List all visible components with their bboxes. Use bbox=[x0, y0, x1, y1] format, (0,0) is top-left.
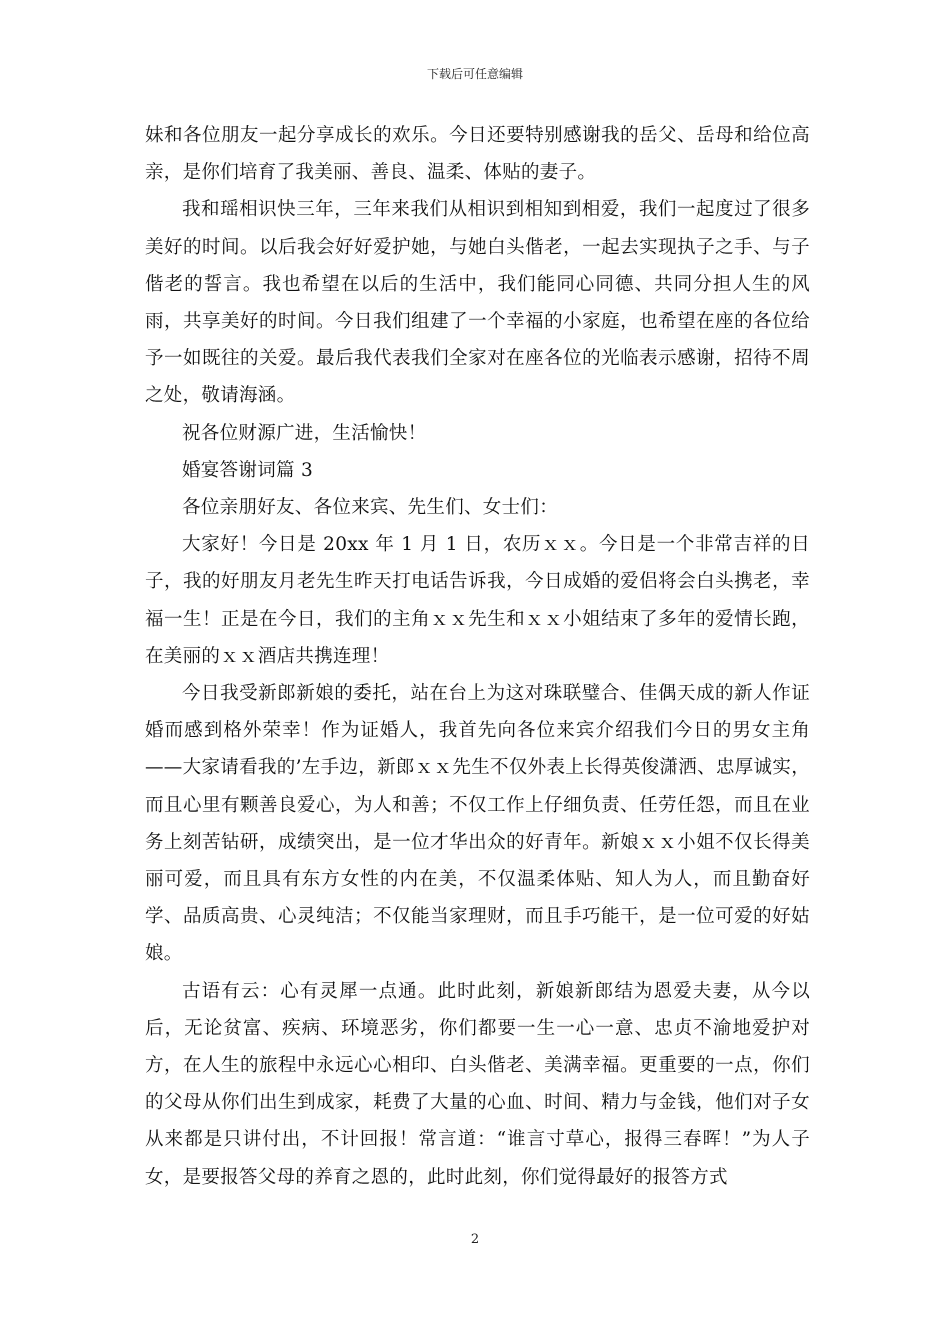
paragraph-continued: 妹和各位朋友一起分享成长的欢乐。今日还要特别感谢我的岳父、岳母和给位高亲，是你们培育了我美丽、善良、温柔、体贴的妻子。 bbox=[145, 125, 810, 184]
section-heading: 婚宴答谢词篇 3 bbox=[182, 459, 314, 481]
paragraph-wish: 祝各位财源广进，生活愉快！ bbox=[182, 422, 427, 444]
paragraph: 古语有云：心有灵犀一点通。此时此刻，新娘新郎结为恩爱夫妻，从今以后，无论贫富、疾病、环境恶劣，你们都要一生一心一意、忠贞不渝地爱护对方，在人生的旅程中永远心心相印、白头偕老、美满幸福。更重要的一点，你们的父母从你们出生到成家，耗费了大量的心血、时间、精力与金钱，他们对子女从来都是只讲付出，不计回报！常言道：“谁言寸草心，报得三春晖！”为人子女，是要报答父母的养育之恩的，此时此刻，你们觉得最好的报答方式 bbox=[145, 980, 810, 1188]
paragraph: 大家好！今日是 20xx 年 1 月 1 日，农历ｘｘ。今日是一个非常吉祥的日子，我的好朋友月老先生昨天打电话告诉我，今日成婚的爱侣将会白头携老，幸福一生！正是在今日，我们的主角ｘｘ先生和ｘｘ小姐结束了多年的爱情长跑，在美丽的ｘｘ酒店共携连理！ bbox=[145, 534, 810, 667]
page-header: 下载后可任意编辑 bbox=[426, 67, 523, 81]
page-number: 2 bbox=[470, 1232, 480, 1247]
paragraph: 我和瑶相识快三年，三年来我们从相识到相知到相爱，我们一起度过了很多美好的时间。以后我会好好爱护她，与她白头偕老，一起去实现执子之手、与子偕老的誓言。我也希望在以后的生活中，我们能同心同德、共同分担人生的风雨，共享美好的时间。今日我们组建了一个幸福的小家庭，也希望在座的各位给予一如既往的关爱。最后我代表我们全家对在座各位的光临表示感谢，招待不周之处，敬请海涵。 bbox=[145, 199, 810, 407]
document-body bbox=[145, 117, 810, 1196]
paragraph: 今日我受新郎新娘的委托，站在台上为这对珠联璧合、佳偶天成的新人作证婚而感到格外荣幸！作为证婚人，我首先向各位来宾介绍我们今日的男女主角——大家请看我的’左手边，新郎ｘｘ先生不仅外表上长得英俊潇洒、忠厚诚实，而且心里有颗善良爱心，为人和善；不仅工作上仔细负责、任劳任怨，而且在业务上刻苦钻研，成绩突出，是一位才华出众的好青年。新娘ｘｘ小姐不仅长得美丽可爱，而且具有东方女性的内在美，不仅温柔体贴、知人为人，而且勤奋好学、品质高贵、心灵纯洁；不仅能当家理财，而且手巧能干，是一位可爱的好姑娘。 bbox=[145, 683, 810, 965]
salutation: 各位亲朋好友、各位来宾、先生们、女士们： bbox=[182, 497, 559, 519]
